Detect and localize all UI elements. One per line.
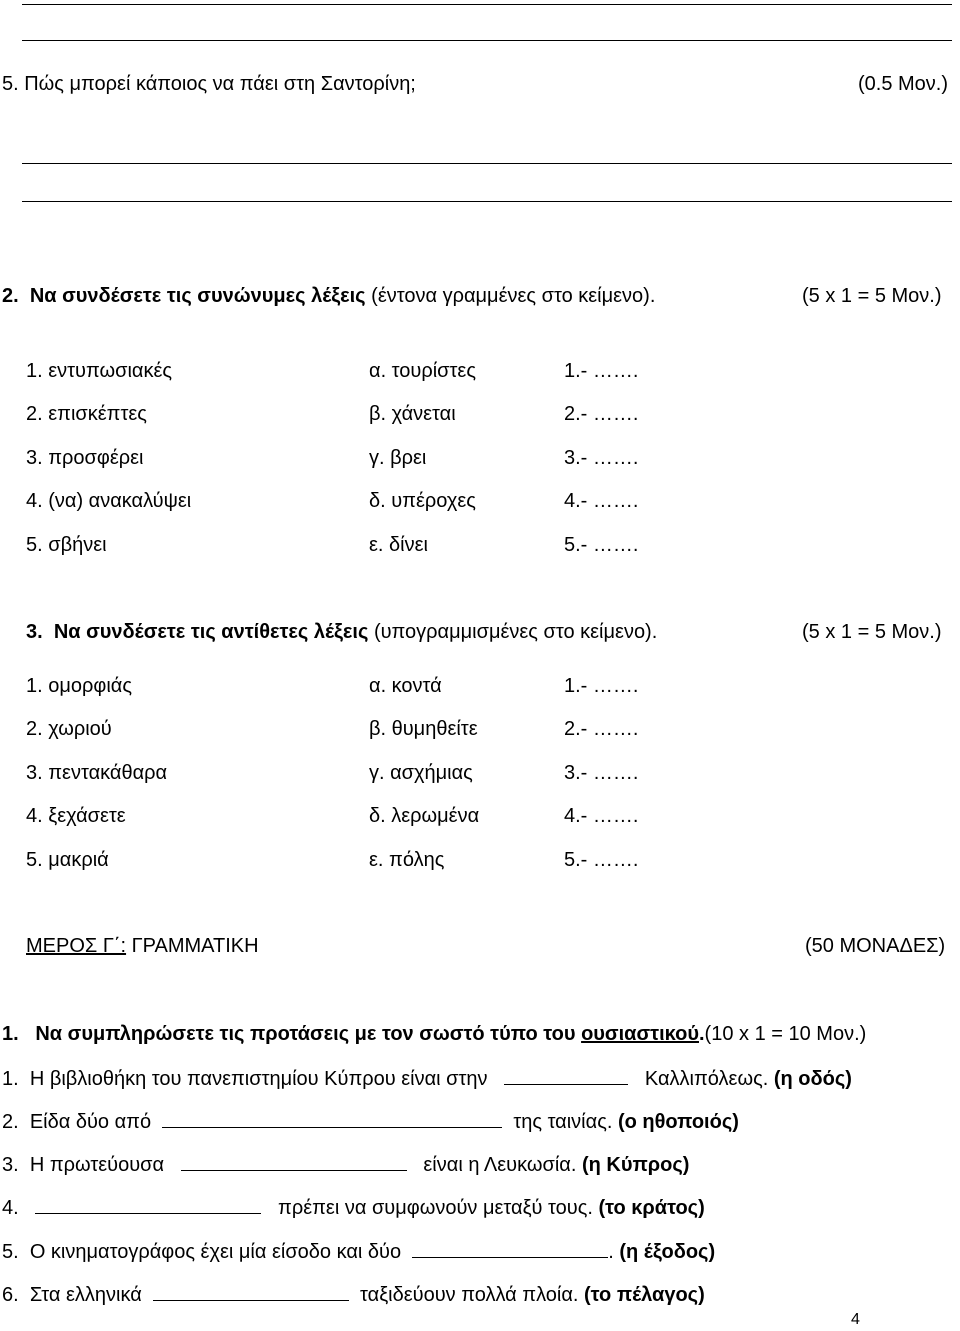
antonyms-question-heading [26,620,657,644]
list-item-answer: 2.- ……. [564,403,639,425]
part-c-marks: (50 ΜΟΝΑΔΕΣ) [805,935,946,957]
sentence-text-before: Είδα δύο από [29,1111,152,1133]
sentence-item [2,1152,689,1177]
list-item-answer: 4.- ……. [564,490,639,512]
list-item-answer: 5.- ……. [564,534,639,556]
list-item-answer: 2.- ……. [564,718,639,740]
part-c-heading [26,934,259,958]
synonyms-question-marks: (5 x 1 = 5 Μον.) [802,285,942,307]
sentence-text-after: ταξιδεύουν πολλά πλοία. [360,1284,579,1306]
sentence-blank[interactable] [162,1109,502,1128]
sentence-item [2,1109,739,1134]
page-number: 4 [851,1311,860,1328]
sentence-hint: (η οδός) [773,1068,852,1090]
grammar-question-keyword: ουσιαστικού [581,1023,699,1045]
sentence-number: 5. [2,1241,19,1263]
sentence-hint: (το πέλαγος) [584,1284,705,1306]
list-item-mid: ε. δίνει [369,534,428,556]
synonyms-question-number: 2. [2,285,19,307]
list-item-left: 4. ξεχάσετε [26,805,126,827]
list-item-mid: β. θυμηθείτε [369,718,478,740]
sentence-text-after: πρέπει να συμφωνούν μεταξύ τους. [278,1197,593,1219]
answer-line-top-1 [22,4,952,5]
synonyms-question-note: (έντονα γραμμένες στο κείμενο). [371,285,656,307]
list-item-mid: γ. βρει [369,447,427,469]
sentence-number: 2. [2,1111,19,1133]
sentence-hint: (η Κύπρος) [581,1154,690,1176]
sentence-text-before: Η βιβλιοθήκη του πανεπιστημίου Κύπρου είναι στην [29,1068,488,1090]
part-c-title: ΓΡΑΜΜΑΤΙΚΗ [126,935,259,957]
list-item-mid: δ. λερωμένα [369,805,480,827]
answer-line-top-2 [22,40,952,41]
list-item-mid: δ. υπέροχες [369,490,476,512]
list-item-mid: α. τουρίστες [369,360,476,382]
sentence-number: 6. [2,1284,19,1306]
sentence-number: 4. [2,1197,19,1219]
list-item-left: 5. μακριά [26,849,109,871]
grammar-question-heading [2,1022,866,1046]
sentence-text-after: Καλλιπόλεως. [644,1068,769,1090]
antonyms-question-title: Να συνδέσετε τις αντίθετες λέξεις [53,621,369,643]
sentence-blank[interactable] [35,1195,261,1214]
sentence-item [2,1195,705,1220]
list-item-mid: α. κοντά [369,675,442,697]
sentence-hint: (η έξοδος) [619,1241,716,1263]
list-item-mid: ε. πόλης [369,849,445,871]
list-item-answer: 1.- ……. [564,675,639,697]
list-item-answer: 3.- ……. [564,447,639,469]
sentence-item [2,1282,705,1307]
grammar-question-title: Να συμπληρώσετε τις προτάσεις με τον σωστό τύπο του [35,1023,576,1045]
sentence-text-after: της ταινίας. [513,1111,613,1133]
list-item-left: 5. σβήνει [26,534,107,556]
question-5-text: 5. Πώς μπορεί κάποιος να πάει στη Σαντορίνη; [2,73,416,95]
sentence-text-after: . [608,1241,614,1263]
sentence-blank[interactable] [153,1282,349,1301]
answer-line-q5-2 [22,201,952,202]
question-5-marks: (0.5 Μον.) [858,73,949,95]
list-item-answer: 3.- ……. [564,762,639,784]
sentence-text-after: είναι η Λευκωσία. [423,1154,577,1176]
part-c-label: ΜΕΡΟΣ Γ΄: [26,935,127,957]
antonyms-question-marks: (5 x 1 = 5 Μον.) [802,621,942,643]
sentence-text-before: Στα ελληνικά [29,1284,142,1306]
sentence-hint: (ο ηθοποιός) [617,1111,739,1133]
sentence-blank[interactable] [504,1066,628,1085]
list-item-left: 4. (να) ανακαλύψει [26,490,192,512]
grammar-question-marks: (10 x 1 = 10 Μον.) [704,1023,867,1045]
sentence-text-before: Ο κινηματογράφος έχει μία είσοδο και δύο [29,1241,402,1263]
sentence-text-before: Η πρωτεύουσα [29,1154,165,1176]
antonyms-question-number: 3. [26,621,43,643]
sentence-blank[interactable] [412,1239,608,1258]
list-item-left: 2. χωριού [26,718,112,740]
list-item-answer: 1.- ……. [564,360,639,382]
list-item-left: 2. επισκέπτες [26,403,147,425]
list-item-answer: 5.- ……. [564,849,639,871]
answer-line-q5-1 [22,163,952,164]
sentence-hint: (το κράτος) [598,1197,705,1219]
sentence-number: 3. [2,1154,19,1176]
sentence-blank[interactable] [181,1152,407,1171]
synonyms-question-heading [2,284,655,308]
grammar-question-number: 1. [2,1023,19,1045]
grammar-question-dot: . [698,1023,705,1045]
sentence-item [2,1239,715,1264]
list-item-left: 1. εντυπωσιακές [26,360,173,382]
list-item-left: 3. πεντακάθαρα [26,762,168,784]
list-item-left: 1. ομορφιάς [26,675,132,697]
synonyms-question-title: Να συνδέσετε τις συνώνυμες λέξεις [29,285,366,307]
antonyms-question-note: (υπογραμμισμένες στο κείμενο). [373,621,658,643]
list-item-left: 3. προσφέρει [26,447,144,469]
sentence-number: 1. [2,1068,19,1090]
list-item-answer: 4.- ……. [564,805,639,827]
sentence-item [2,1066,852,1091]
list-item-mid: β. χάνεται [369,403,456,425]
list-item-mid: γ. ασχήμιας [369,762,473,784]
